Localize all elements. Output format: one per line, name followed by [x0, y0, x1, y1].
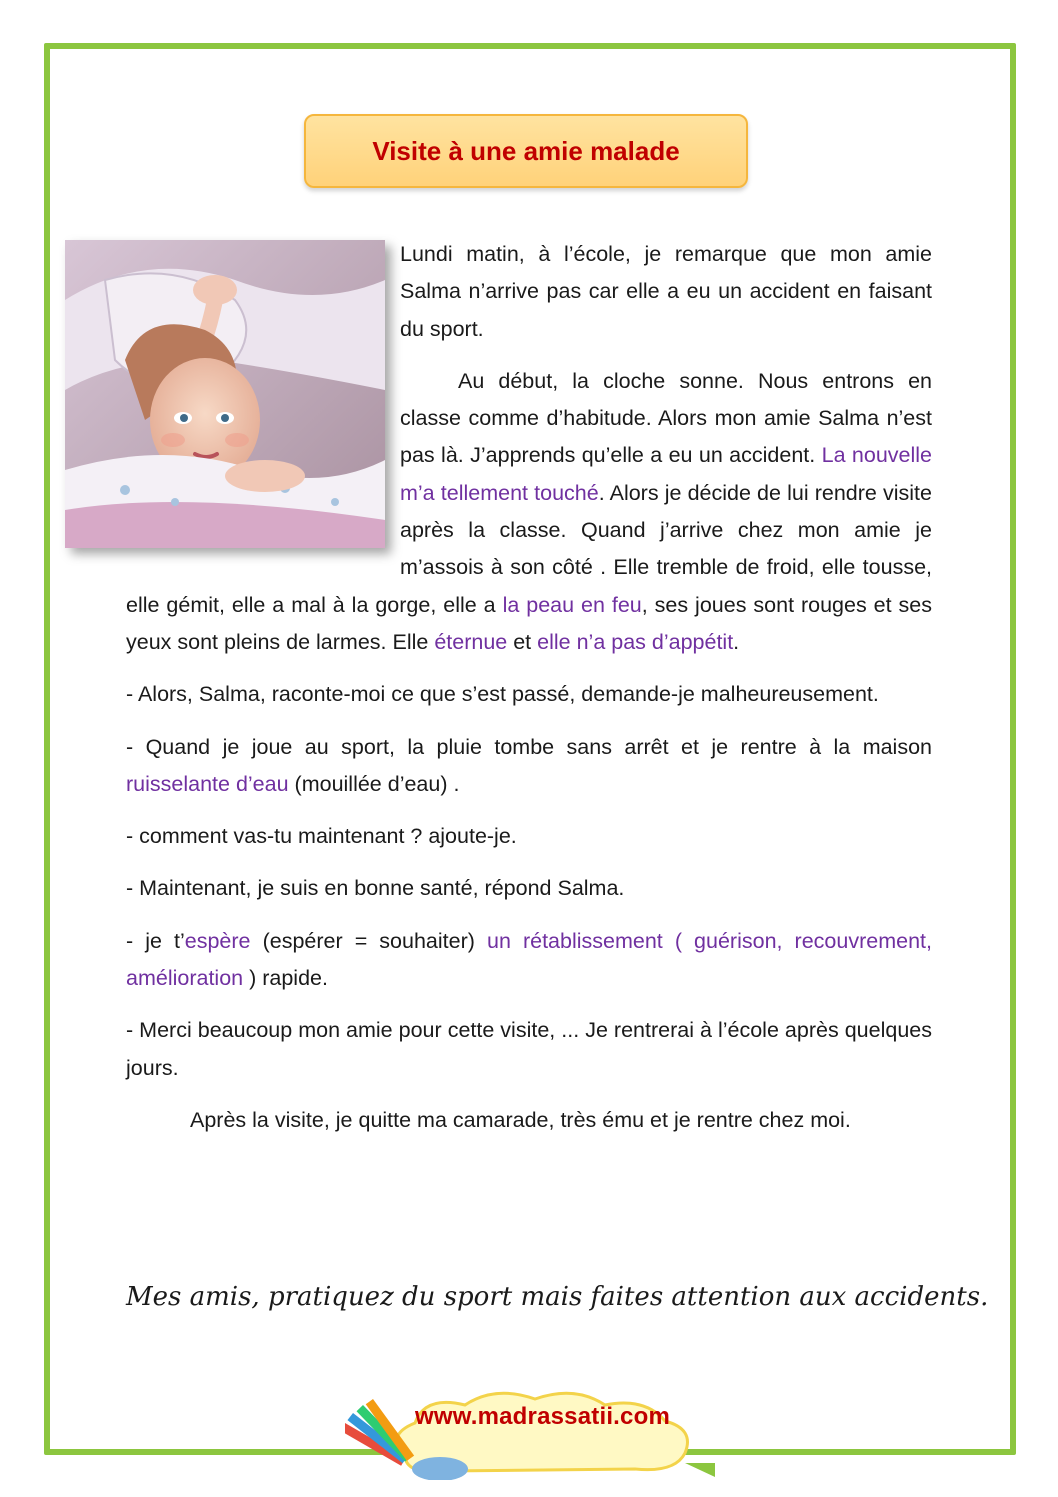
text-segment: Au début, la cloche sonne. Nous entrons en classe comme d’habitude. Alors mon amie Salma n’est pas là. J’apprends qu’elle a eu un accident. — [400, 368, 932, 468]
highlighted-phrase: La nouvelle m’a tellement touché — [400, 443, 932, 505]
highlighted-phrase: la peau en feu — [502, 592, 642, 617]
page-title: Visite à une amie malade — [372, 135, 680, 166]
cloud-pencils-logo — [345, 1385, 725, 1480]
text-segment: - je t’ — [126, 928, 185, 953]
text-segment: et — [507, 629, 538, 654]
highlighted-phrase: éternue — [434, 629, 508, 654]
paragraph-8: - Merci beaucoup mon amie pour cette visite, ... Je rentrerai à l’école après quelques jours. — [126, 1018, 932, 1080]
title-banner — [304, 114, 748, 188]
highlighted-phrase: espère — [184, 928, 251, 953]
site-logo — [345, 1385, 725, 1480]
text-segment: , ses joues sont rouges et ses yeux sont pleins de larmes. Elle — [126, 592, 932, 654]
text-segment: . — [733, 629, 740, 654]
image-spacer — [126, 236, 400, 554]
highlighted-phrase: elle n’a pas d’appétit — [537, 629, 734, 654]
moral-sentence: Mes amis, pratiquez du sport mais faites attention aux accidents. — [126, 1282, 989, 1312]
text-segment: - Quand je joue au sport, la pluie tombe sans arrêt et je rentre à la maison — [126, 734, 932, 759]
text-segment: (espérer = souhaiter) — [250, 928, 487, 953]
site-url: www.madrassatii.com — [415, 1403, 671, 1430]
paragraph-4 — [126, 729, 932, 804]
text-segment: (mouillée d’eau) . — [288, 771, 460, 796]
paragraph-3: - Alors, Salma, raconte-moi ce que s’est passé, demande-je malheureusement. — [126, 682, 879, 707]
paragraph-1: Lundi matin, à l’école, je remarque que mon amie Salma n’arrive pas car elle a eu un accident en faisant du sport. — [400, 242, 932, 341]
story-text — [126, 236, 932, 1154]
highlighted-phrase: un rétablissement ( guérison, recouvrement, amélioration — [126, 928, 932, 991]
highlighted-phrase: ruisselante d’eau — [126, 771, 289, 796]
text-segment: . Alors je décide de lui rendre visite après la classe. Quand j’arrive chez mon amie je m’assois à son côté . Elle tremble de froid, elle tousse, elle gémit, elle a mal à la gorge, elle a — [126, 480, 932, 617]
text-segment: ) rapide. — [243, 966, 328, 991]
paragraph-6: - Maintenant, je suis en bonne santé, répond Salma. — [126, 876, 625, 901]
paragraph-7 — [126, 923, 932, 998]
paragraph-9: Après la visite, je quitte ma camarade, très ému et je rentre chez moi. — [190, 1107, 851, 1132]
paragraph-5: - comment vas-tu maintenant ? ajoute-je. — [126, 824, 517, 849]
